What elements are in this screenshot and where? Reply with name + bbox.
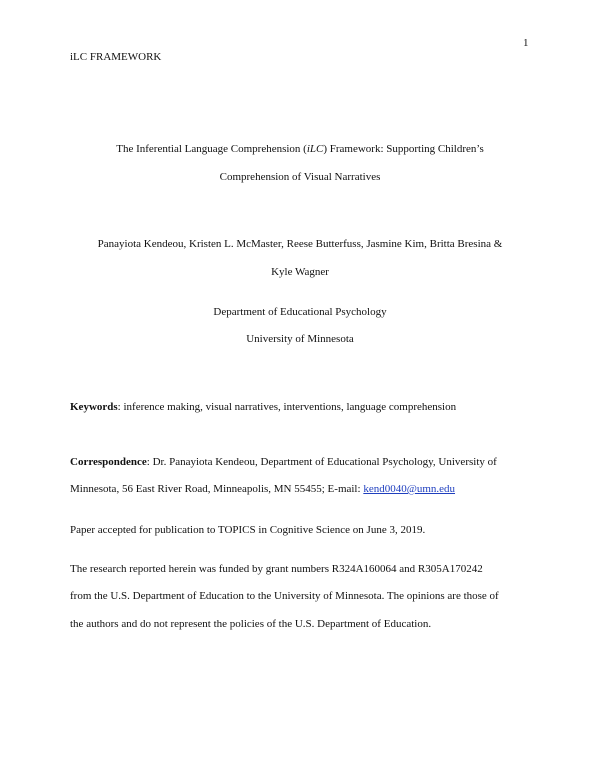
funding-line-2: from the U.S. Department of Education to the University of Minnesota. The opinions are those of [70, 590, 499, 602]
keywords-text: : inference making, visual narratives, interventions, language comprehension [117, 401, 457, 413]
title-line-1-start: The Inferential Language Comprehension ( [116, 143, 307, 155]
authors-line-1: Panayiota Kendeou, Kristen L. McMaster, Reese Butterfuss, Jasmine Kim, Britta Bresina & [97, 238, 503, 250]
correspondence-line-2 [70, 483, 455, 495]
keywords-label: Keywords [70, 401, 118, 413]
correspondence-text-1: : Dr. Panayiota Kendeou, Department of Educational Psychology, University of [146, 456, 497, 468]
correspondence-label: Correspondence [70, 456, 147, 468]
correspondence-line-1 [70, 456, 497, 468]
authors-line-2: Kyle Wagner [271, 266, 329, 278]
title-italic-abbrev: iLC [306, 143, 324, 155]
title-line-2: Comprehension of Visual Narratives [219, 171, 381, 183]
email-link[interactable]: kend0040@umn.edu [363, 483, 456, 495]
title-line-1 [0, 143, 600, 155]
page-number: 1 [523, 37, 529, 49]
funding-line-1: The research reported herein was funded by grant numbers R324A160064 and R305A170242 [70, 563, 483, 575]
correspondence-text-2: Minnesota, 56 East River Road, Minneapolis, MN 55455; E-mail: [70, 483, 364, 495]
running-head: iLC FRAMEWORK [70, 51, 162, 63]
keywords [70, 401, 456, 413]
affiliation-university: University of Minnesota [246, 333, 354, 345]
acceptance-note: Paper accepted for publication to TOPICS in Cognitive Science on June 3, 2019. [70, 524, 426, 536]
title-line-1-end: ) Framework: Supporting Children’s [323, 143, 484, 155]
funding-line-3: the authors and do not represent the policies of the U.S. Department of Education. [70, 618, 432, 630]
affiliation-department: Department of Educational Psychology [213, 306, 387, 318]
